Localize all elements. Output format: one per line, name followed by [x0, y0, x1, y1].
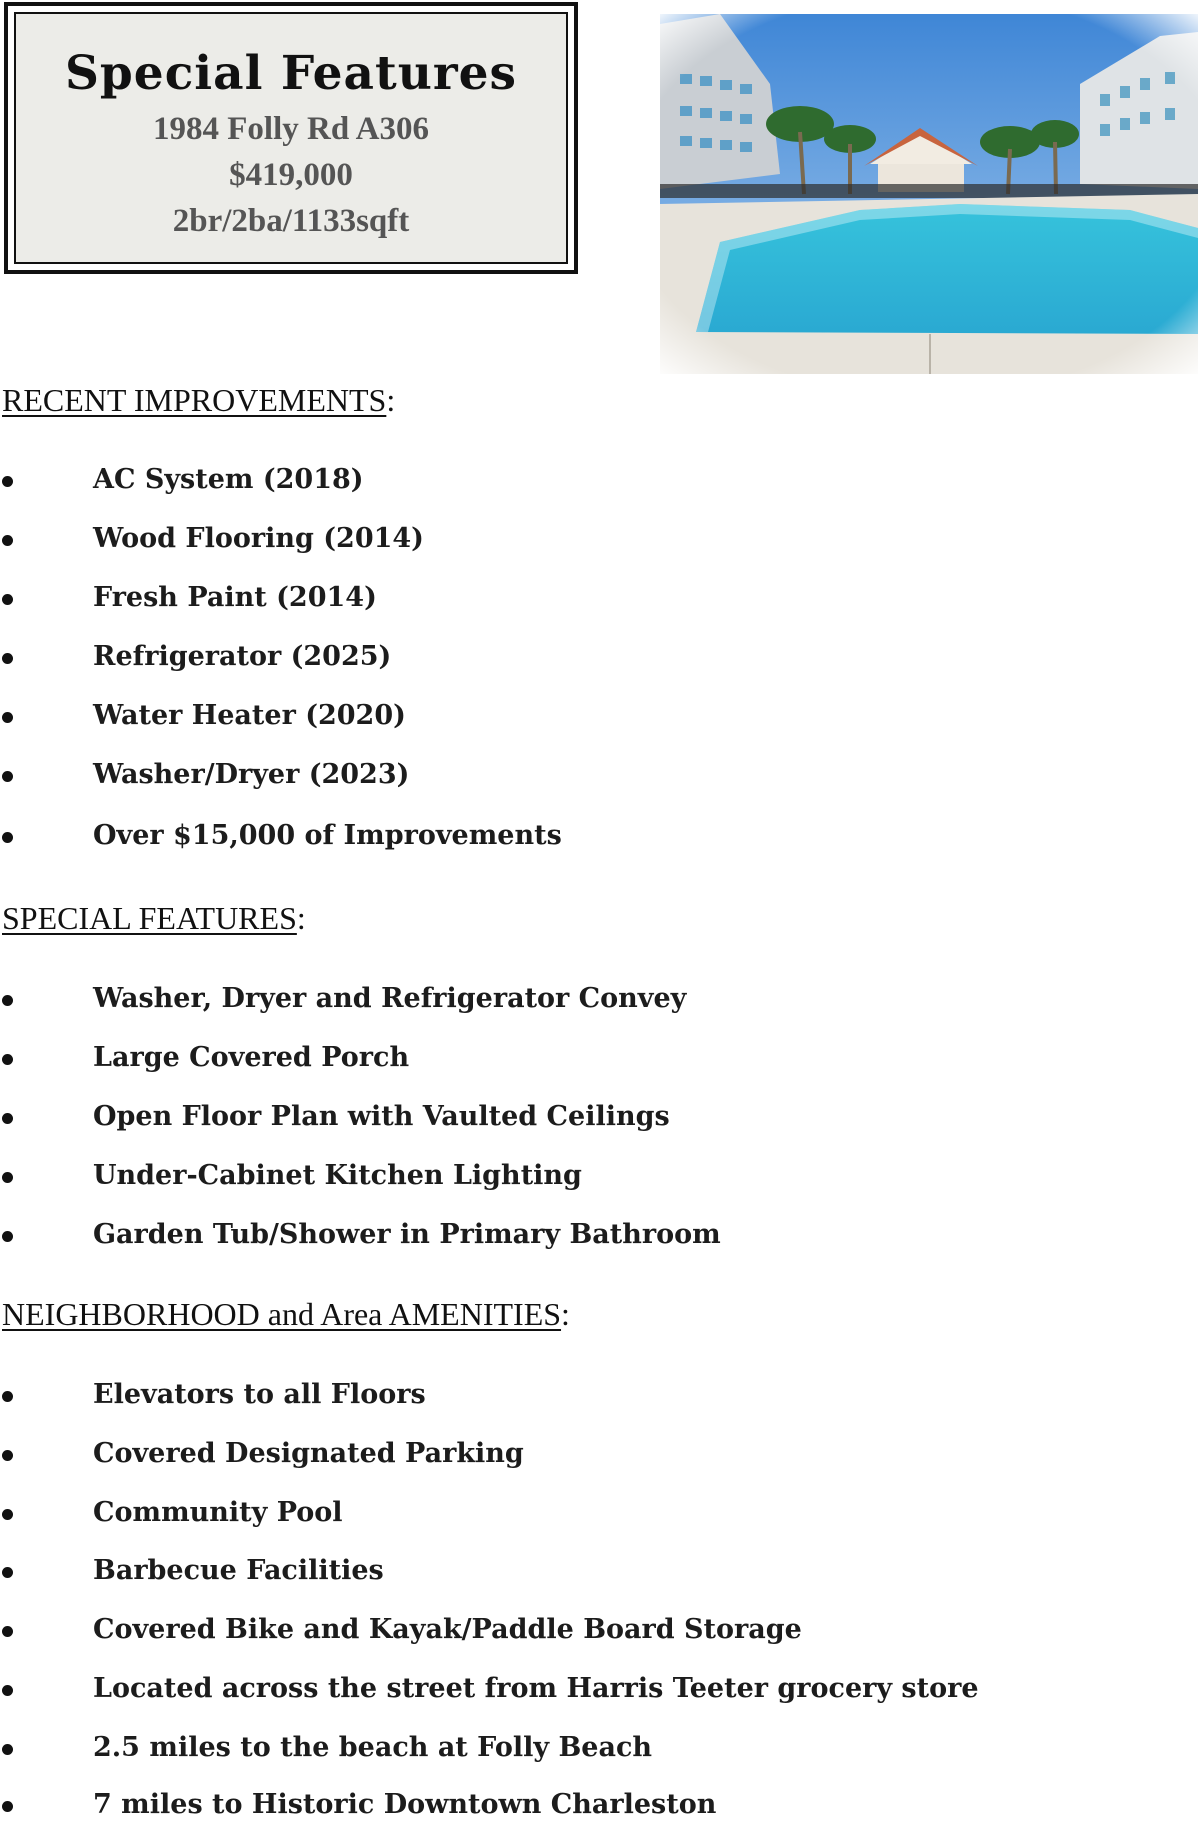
- title-box-inner: [14, 12, 568, 264]
- list-item-text: Washer, Dryer and Refrigerator Convey: [93, 983, 687, 1014]
- list-item-text: Elevators to all Floors: [93, 1379, 426, 1410]
- bullet-icon: [2, 653, 13, 664]
- list-item-text: Community Pool: [93, 1497, 343, 1528]
- pool-photo: [660, 14, 1198, 374]
- list-item-text: Covered Bike and Kayak/Paddle Board Storage: [93, 1614, 802, 1645]
- list-item-text: Located across the street from Harris Teeter grocery store: [93, 1673, 979, 1704]
- list-item-text: Large Covered Porch: [93, 1042, 410, 1073]
- bullet-icon: [2, 1113, 13, 1124]
- bullet-icon: [2, 712, 13, 723]
- bullet-icon: [2, 1450, 13, 1461]
- bullet-icon: [2, 1391, 13, 1402]
- page-title: Special Features: [64, 46, 517, 101]
- bullet-icon: [2, 771, 13, 782]
- bullet-icon: [2, 1172, 13, 1183]
- list-item-text: Fresh Paint (2014): [93, 582, 377, 613]
- list-item-text: Garden Tub/Shower in Primary Bathroom: [93, 1219, 721, 1250]
- bullet-icon: [2, 1231, 13, 1242]
- listing-specs: 2br/2ba/1133sqft: [172, 202, 410, 239]
- bullet-icon: [2, 594, 13, 605]
- bullet-icon: [2, 1626, 13, 1637]
- section-heading-features-text: SPECIAL FEATURES: [2, 900, 297, 936]
- listing-address: 1984 Folly Rd A306: [153, 110, 429, 147]
- section-heading-colon: :: [561, 1296, 570, 1332]
- list-item-text: 2.5 miles to the beach at Folly Beach: [93, 1732, 653, 1763]
- list-item-text: Open Floor Plan with Vaulted Ceilings: [93, 1101, 670, 1132]
- section-heading-amenities: [2, 1296, 570, 1333]
- bullet-icon: [2, 1054, 13, 1065]
- listing-price: $419,000: [229, 156, 353, 193]
- bullet-icon: [2, 476, 13, 487]
- list-item-text: Water Heater (2020): [93, 700, 406, 731]
- list-item-text: Refrigerator (2025): [93, 641, 392, 672]
- bullet-icon: [2, 1685, 13, 1696]
- section-heading-amenities-text: NEIGHBORHOOD and Area AMENITIES: [2, 1296, 562, 1332]
- bullet-icon: [2, 1509, 13, 1520]
- title-box: [4, 2, 578, 274]
- bullet-icon: [2, 535, 13, 546]
- bullet-icon: [2, 1744, 13, 1755]
- section-heading-colon: :: [386, 382, 396, 418]
- bullet-icon: [2, 832, 13, 843]
- list-item-text: Barbecue Facilities: [93, 1555, 384, 1586]
- list-item-text: Covered Designated Parking: [93, 1438, 524, 1469]
- bullet-icon: [2, 1801, 13, 1812]
- bullet-icon: [2, 995, 13, 1006]
- list-item-text: Under-Cabinet Kitchen Lighting: [93, 1160, 582, 1191]
- section-heading-features: [2, 900, 306, 937]
- list-item-text: Wood Flooring (2014): [93, 523, 424, 554]
- section-heading-improvements: [2, 382, 395, 419]
- section-heading-colon: :: [296, 900, 306, 936]
- list-item-text: AC System (2018): [93, 464, 364, 495]
- list-item-text: Over $15,000 of Improvements: [93, 820, 562, 851]
- bullet-icon: [2, 1567, 13, 1578]
- list-item-text: Washer/Dryer (2023): [93, 759, 410, 790]
- list-item-text: 7 miles to Historic Downtown Charleston: [93, 1789, 717, 1820]
- section-heading-improvements-text: RECENT IMPROVEMENTS: [2, 382, 387, 418]
